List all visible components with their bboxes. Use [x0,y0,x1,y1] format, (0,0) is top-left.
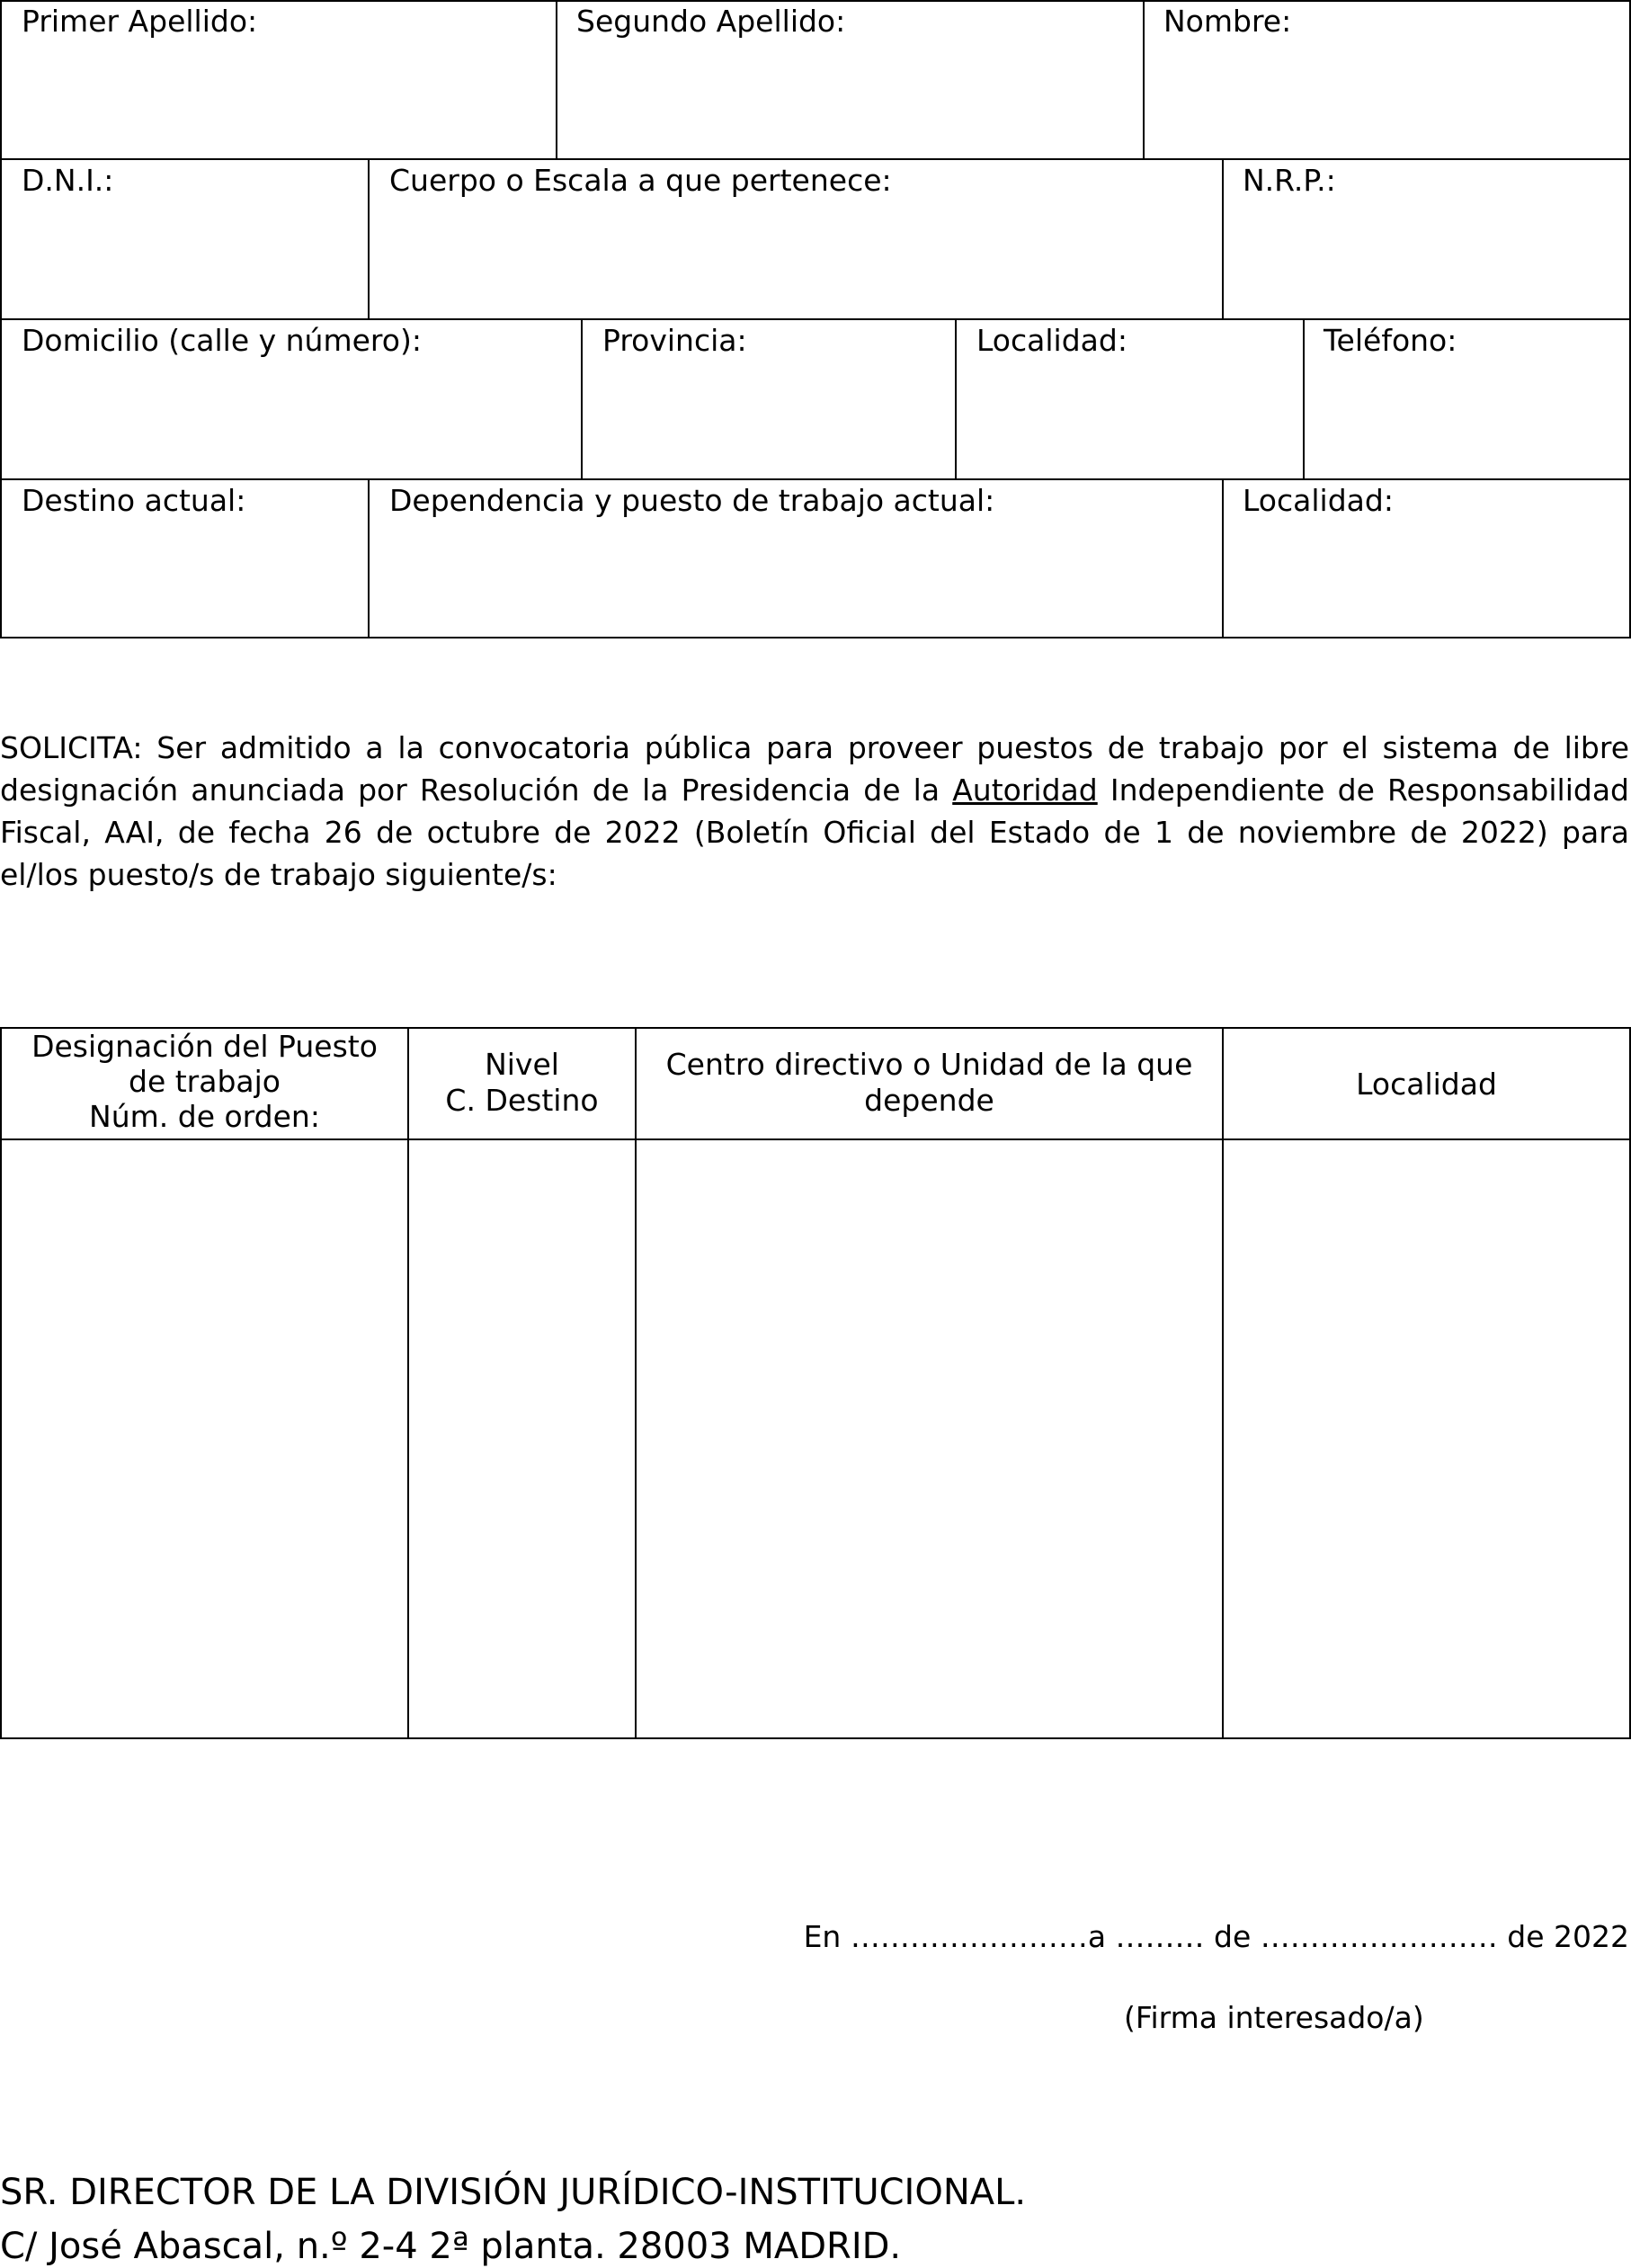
field-provincia[interactable]: Provincia: [602,323,747,358]
header-line: Localidad [1356,1067,1497,1102]
field-localidad[interactable]: Localidad: [976,323,1127,358]
form-divider [556,0,557,159]
field-nombre[interactable]: Nombre: [1163,4,1292,39]
signature-label: (Firma interesado/a) [1124,2000,1424,2035]
column-header-designacion [2,1029,407,1134]
header-line: de trabajo [129,1064,281,1099]
request-paragraph [0,727,1629,896]
header-line: Núm. de orden: [89,1099,320,1134]
field-segundo-apellido[interactable]: Segundo Apellido: [576,4,846,39]
field-dni[interactable]: D.N.I.: [22,163,114,198]
table-cell-nivel[interactable] [409,1140,635,1737]
column-header-centro-directivo [637,1047,1222,1119]
form-divider [1222,478,1224,638]
header-line: Nivel [485,1047,559,1082]
field-telefono[interactable]: Teléfono: [1324,323,1457,358]
table-cell-localidad[interactable] [1224,1140,1629,1737]
column-header-nivel [409,1047,635,1119]
form-divider [1303,318,1305,479]
column-header-localidad [1224,1067,1629,1103]
addressee-line-2: C/ José Abascal, n.º 2-4 2ª planta. 28003 MADRID. [0,2226,902,2267]
field-localidad-destino[interactable]: Localidad: [1243,483,1394,518]
header-line: Designación del Puesto [31,1029,378,1064]
request-text-underlined: Autoridad [952,772,1098,808]
form-divider [955,318,957,479]
table-cell-designacion[interactable] [2,1140,407,1737]
form-divider [1222,158,1224,319]
request-text-before: SOLICITA: Ser admitido a la convocatoria pública para proveer puestos de trabajo por el sistema de libre designación anunciada por Resolución de la Presidencia de la [0,730,1629,808]
field-destino-actual[interactable]: Destino actual: [22,483,246,518]
header-line: depende [864,1083,994,1118]
field-primer-apellido[interactable]: Primer Apellido: [22,4,258,39]
field-domicilio[interactable]: Domicilio (calle y número): [22,323,422,358]
table-cell-centro-directivo[interactable] [637,1140,1222,1737]
field-cuerpo-escala[interactable]: Cuerpo o Escala a que pertenece: [389,163,892,198]
date-line: En ……………………a ……… de …………………… de 2022 [803,1919,1629,1954]
form-divider [368,158,370,319]
field-dependencia-puesto[interactable]: Dependencia y puesto de trabajo actual: [389,483,995,518]
form-divider [0,158,1631,160]
form-divider [581,318,583,479]
header-line: C. Destino [445,1083,599,1118]
field-nrp[interactable]: N.R.P.: [1243,163,1336,198]
form-divider [1143,0,1145,159]
form-divider [0,478,1631,480]
form-divider [0,318,1631,320]
header-line: Centro directivo o Unidad de la que [665,1047,1193,1082]
form-divider [368,478,370,638]
addressee-line-1: SR. DIRECTOR DE LA DIVISIÓN JURÍDICO-INSTITUCIONAL. [0,2172,1027,2213]
request-text-after: Independiente de Responsabilidad Fiscal, AAI, de fecha 26 de octubre de 2022 (Boletín Oficial del Estado de 1 de noviembre de 2022) para el/los puesto/s de trabajo siguiente/s: [0,772,1629,892]
